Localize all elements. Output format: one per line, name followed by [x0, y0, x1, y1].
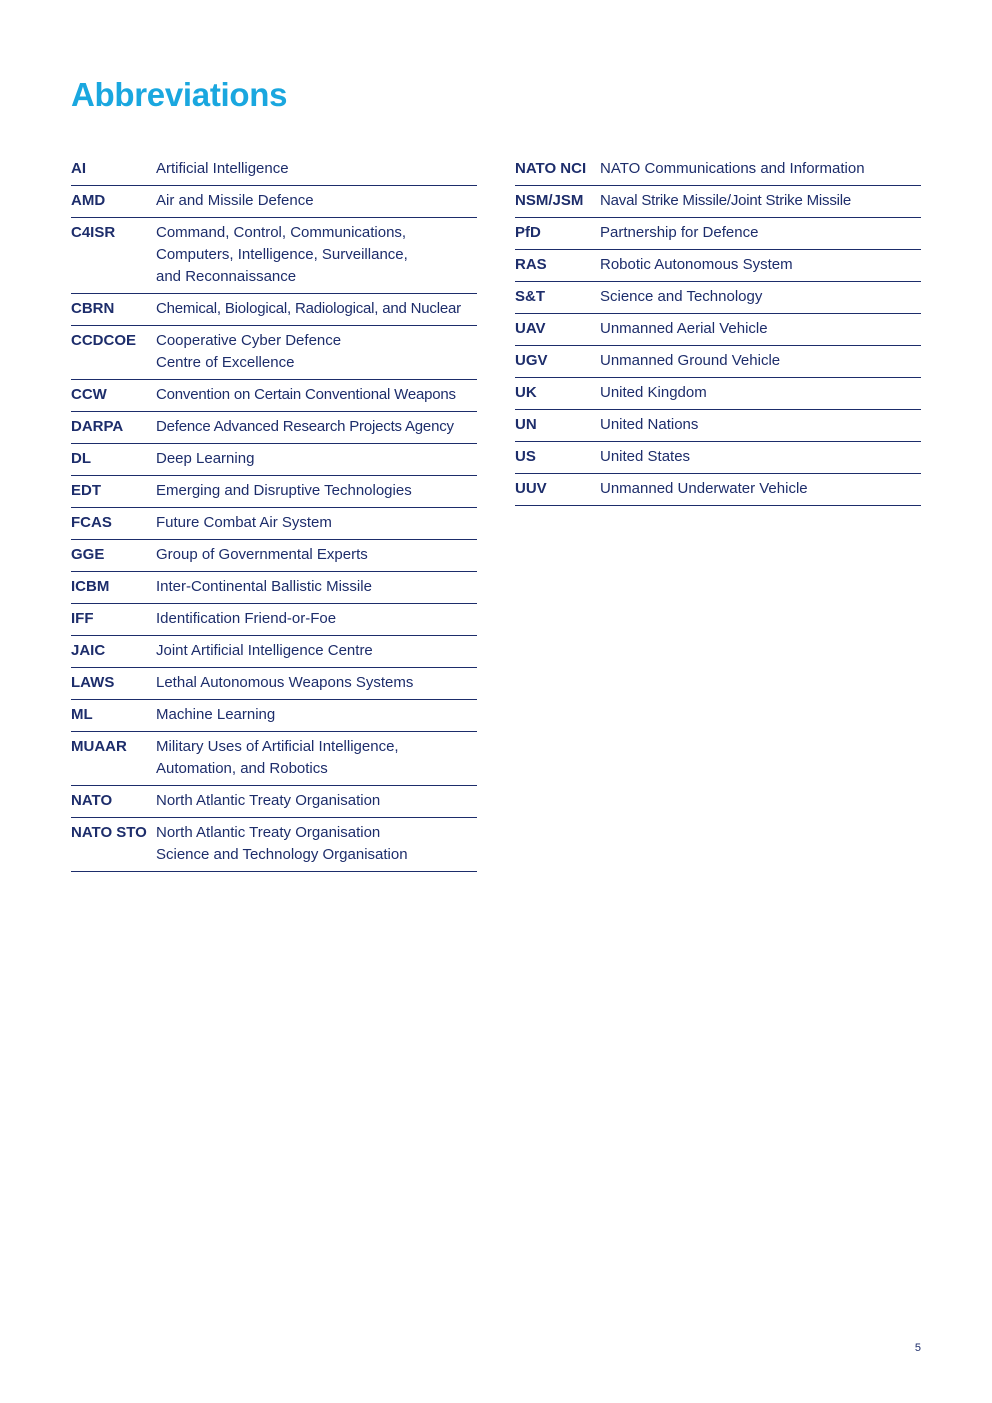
page-number: 5 [914, 1342, 921, 1354]
abbreviation-row [71, 218, 477, 294]
definition: United Kingdom [600, 384, 707, 401]
abbreviation: NATO [71, 792, 113, 809]
abbreviation: US [515, 448, 536, 465]
definition: Robotic Autonomous System [600, 256, 793, 273]
definition: Unmanned Underwater Vehicle [600, 480, 808, 497]
abbreviations-list-left [71, 154, 477, 872]
abbreviation-row [71, 380, 477, 412]
abbreviation: NATO NCI [515, 160, 587, 177]
abbreviation: UGV [515, 352, 548, 369]
abbreviation: ML [71, 706, 93, 723]
abbreviation: UK [515, 384, 537, 401]
definition: Defence Advanced Research Projects Agency [156, 418, 454, 435]
abbreviation: LAWS [71, 674, 115, 691]
definition: Deep Learning [156, 450, 255, 467]
abbreviation: DL [71, 450, 91, 467]
definition: NATO Communications and Information [600, 160, 865, 177]
abbreviation-row [71, 786, 477, 818]
abbreviation-row [71, 732, 477, 786]
definition: Future Combat Air System [156, 514, 332, 531]
definition: Naval Strike Missile/Joint Strike Missile [600, 192, 852, 209]
abbreviation: MUAAR [71, 738, 127, 755]
abbreviation-row [515, 314, 921, 346]
abbreviation-row [515, 282, 921, 314]
definition: Cooperative Cyber Defence Centre of Excellence [156, 332, 342, 371]
definition: Chemical, Biological, Radiological, and Nuclear [156, 300, 461, 317]
definition: Unmanned Aerial Vehicle [600, 320, 768, 337]
abbreviation-row [71, 476, 477, 508]
definition: Military Uses of Artificial Intelligence, Automation, and Robotics [156, 738, 399, 777]
abbreviation: FCAS [71, 514, 112, 531]
abbreviation-row [71, 700, 477, 732]
definition: Convention on Certain Conventional Weapons [156, 386, 456, 403]
abbreviation: EDT [71, 482, 101, 499]
abbreviation-row [515, 218, 921, 250]
abbreviation-row [71, 412, 477, 444]
abbreviation: AI [71, 160, 86, 177]
abbreviation-row [71, 186, 477, 218]
abbreviation: CBRN [71, 300, 115, 317]
abbreviation-row [515, 154, 921, 186]
definition: Lethal Autonomous Weapons Systems [156, 674, 414, 691]
abbreviation-row [71, 444, 477, 476]
abbreviation: PfD [515, 224, 541, 241]
definition: Science and Technology [600, 288, 763, 305]
definition: Group of Governmental Experts [156, 546, 368, 563]
abbreviation: DARPA [71, 418, 124, 435]
abbreviation-row [71, 294, 477, 326]
abbreviation-row [71, 508, 477, 540]
page-title: Abbreviations [71, 76, 288, 113]
abbreviations-list-right [515, 154, 921, 506]
definition: Emerging and Disruptive Technologies [156, 482, 412, 499]
abbreviation: RAS [515, 256, 547, 273]
abbreviation-row [71, 604, 477, 636]
abbreviation-row [71, 636, 477, 668]
definition: Inter-Continental Ballistic Missile [156, 578, 372, 595]
abbreviation-row [515, 250, 921, 282]
abbreviation: UAV [515, 320, 546, 337]
abbreviation: C4ISR [71, 224, 116, 241]
abbreviation-row [515, 442, 921, 474]
abbreviation-row [71, 326, 477, 380]
abbreviation: NATO STO [71, 824, 147, 841]
abbreviation: CCDCOE [71, 332, 137, 349]
definition: Joint Artificial Intelligence Centre [156, 642, 373, 659]
abbreviation: S&T [515, 288, 545, 305]
abbreviation-row [71, 818, 477, 872]
abbreviation-row [515, 346, 921, 378]
abbreviation: GGE [71, 546, 105, 563]
definition: Machine Learning [156, 706, 276, 723]
abbreviation-row [71, 572, 477, 604]
definition: Partnership for Defence [600, 224, 759, 241]
definition: Air and Missile Defence [156, 192, 314, 209]
definition: United States [600, 448, 691, 465]
definition: North Atlantic Treaty Organisation Science and Technology Organisation [156, 824, 408, 863]
abbreviation-row [71, 668, 477, 700]
abbreviation-row [71, 154, 477, 186]
definition: North Atlantic Treaty Organisation [156, 792, 381, 809]
definition: United Nations [600, 416, 699, 433]
definition: Unmanned Ground Vehicle [600, 352, 781, 369]
abbreviation: ICBM [71, 578, 110, 595]
abbreviation: JAIC [71, 642, 106, 659]
abbreviation: UN [515, 416, 537, 433]
abbreviation-row [515, 378, 921, 410]
definition: Identification Friend-or-Foe [156, 610, 337, 627]
abbreviation-row [515, 186, 921, 218]
abbreviation: UUV [515, 480, 547, 497]
abbreviation: AMD [71, 192, 106, 209]
abbreviation: NSM/JSM [515, 192, 584, 209]
abbreviation-row [515, 474, 921, 506]
definition: Command, Control, Communications, Computers, Intelligence, Surveillance, and Reconnaissance [156, 224, 408, 285]
definition: Artificial Intelligence [156, 160, 289, 177]
abbreviation: CCW [71, 386, 107, 403]
abbreviation-row [515, 410, 921, 442]
abbreviation-row [71, 540, 477, 572]
abbreviation: IFF [71, 610, 94, 627]
